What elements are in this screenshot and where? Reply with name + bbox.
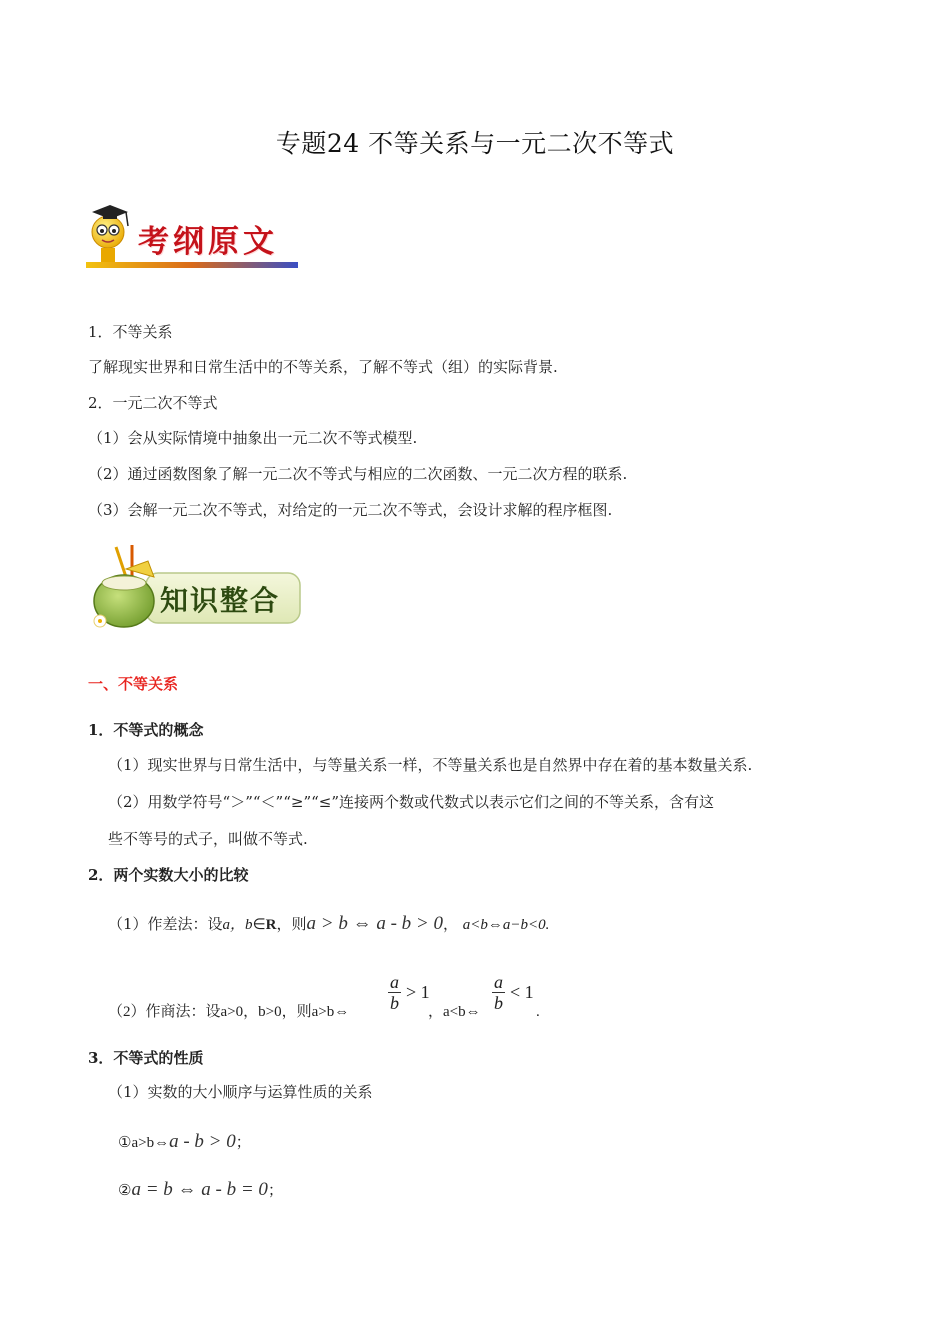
concept-item1: （1）现实世界与日常生活中，与等量关系一样，不等量关系也是自然界中存在着的基本数量关系. — [108, 756, 753, 774]
compare-heading: 2．两个实数大小的比较 — [88, 866, 249, 884]
part-heading: 一、不等关系 — [88, 675, 179, 693]
quotient-end: . — [536, 1004, 540, 1020]
quotient-fraction-lt — [492, 972, 505, 1013]
property-2-formula: a = b ⇔ a - b = 0 — [131, 1179, 268, 1200]
fraction-numerator: a — [390, 972, 399, 992]
real-set-symbol: R — [265, 917, 277, 933]
difference-sep: ， — [442, 915, 458, 933]
outline-s2-item3: （3）会解一元二次不等式，对给定的一元二次不等式，会设计求解的程序框图. — [88, 501, 613, 519]
difference-then: ，则 — [276, 915, 307, 933]
quotient-mid: ，a<b⇔ — [428, 1004, 481, 1020]
property-2 — [118, 1176, 283, 1204]
element-of-symbol: ∈ — [252, 917, 266, 933]
outline-s2-item1: （1）会从实际情境中抽象出一元二次不等式模型. — [88, 429, 418, 447]
outline-banner-text: 考纲原文 — [138, 224, 278, 260]
page-title: 专题24 不等关系与一元二次不等式 — [275, 129, 675, 158]
outline-s2-heading: 2．一元二次不等式 — [88, 394, 218, 412]
outline-s1-text: 了解现实世界和日常生活中的不等关系，了解不等式（组）的实际背景. — [88, 358, 558, 376]
fraction-denominator: b — [494, 993, 503, 1013]
outline-s2-item2: （2）通过函数图象了解一元二次不等式与相应的二次函数、一元二次方程的联系. — [88, 465, 628, 483]
property-1-formula: a - b > 0 — [169, 1131, 236, 1152]
property-2-end: ； — [267, 1181, 283, 1199]
outline-banner — [86, 196, 302, 272]
difference-method — [108, 910, 549, 938]
difference-vars: a，b — [222, 917, 253, 933]
quotient-fraction-gt — [388, 972, 401, 1013]
concept-item2-line2: 些不等号的式子，叫做不等式. — [108, 830, 308, 848]
outline-s1-heading: 1．不等关系 — [88, 323, 173, 341]
concept-heading: 1．不等式的概念 — [88, 721, 204, 739]
properties-heading: 3．不等式的性质 — [88, 1049, 204, 1067]
knowledge-banner — [88, 543, 304, 633]
property-2-prefix: ② — [118, 1183, 132, 1199]
difference-formula: a > b ⇔ a - b > 0 — [306, 913, 443, 934]
difference-tail: a<b⇔a−b<0. — [462, 917, 550, 933]
quotient-prefix: （2）作商法：设a>0，b>0，则a>b⇔ — [108, 1004, 350, 1020]
difference-prefix: （1）作差法：设 — [108, 915, 223, 933]
property-1 — [118, 1128, 251, 1156]
quotient-gt-one: > 1 — [406, 982, 430, 1002]
fraction-numerator: a — [494, 972, 503, 992]
properties-item1: （1）实数的大小顺序与运算性质的关系 — [108, 1083, 373, 1101]
quotient-lt-one: < 1 — [510, 982, 534, 1002]
knowledge-banner-text: 知识整合 — [160, 584, 281, 617]
property-1-prefix: ①a>b⇔ — [118, 1135, 170, 1151]
fraction-denominator: b — [390, 993, 399, 1013]
property-1-end: ； — [235, 1133, 251, 1151]
concept-item2-line1: （2）用数学符号“＞”“＜”“≥”“≤”连接两个数或代数式以表示它们之间的不等关系，含有这 — [108, 793, 715, 811]
